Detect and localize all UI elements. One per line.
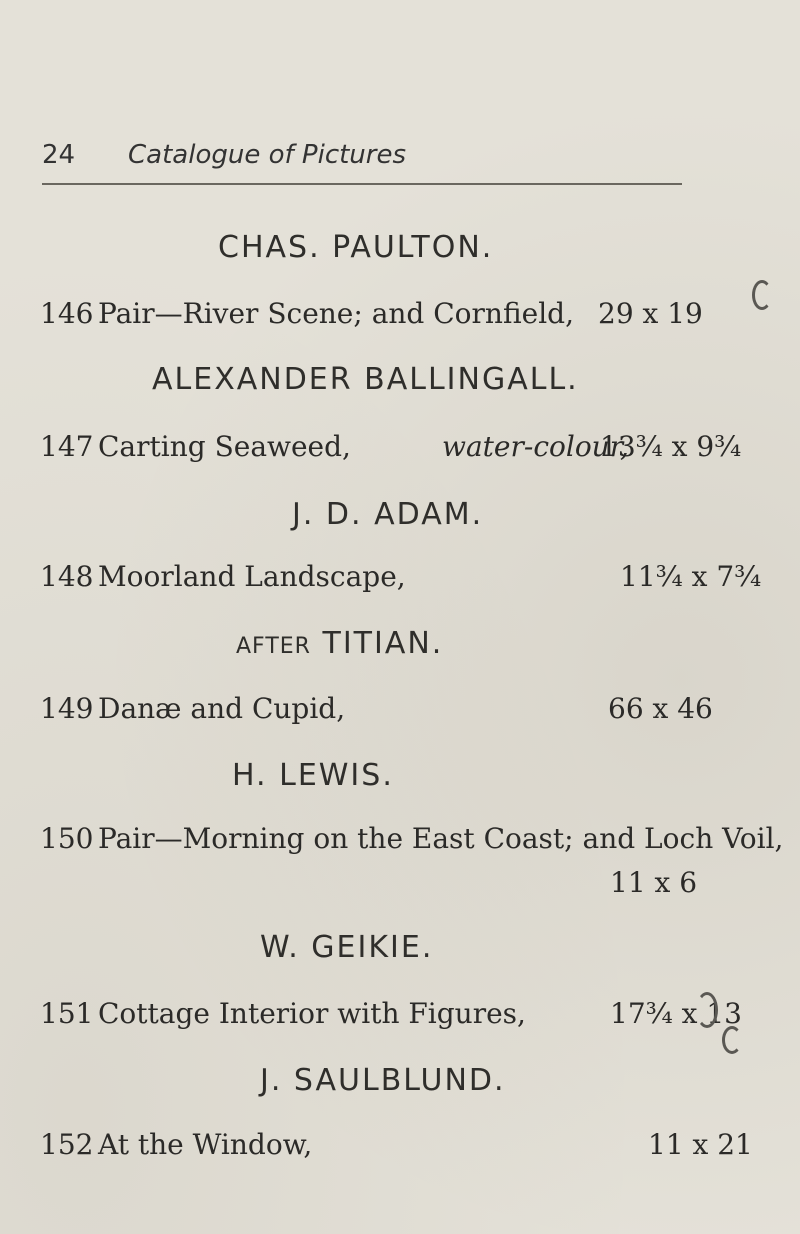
entry-title: Carting Seaweed, — [98, 430, 351, 463]
entry-size: 66 x 46 — [608, 692, 713, 725]
entry-size: 11¾ x 7¾ — [620, 560, 762, 593]
pencil-mark — [752, 280, 772, 310]
artist-heading: W. GEIKIE. — [260, 930, 434, 965]
entry-title: Moorland Landscape, — [98, 560, 406, 593]
artist-heading: H. LEWIS. — [232, 758, 394, 793]
running-title: Catalogue of Pictures — [128, 140, 407, 170]
entry-number: 146 — [40, 297, 94, 330]
artist-name: TITIAN. — [322, 626, 444, 661]
artist-heading: J. D. ADAM. — [292, 497, 484, 532]
pencil-mark — [722, 1026, 742, 1054]
entry-size: 13¾ x 9¾ — [600, 430, 742, 463]
artist-heading — [236, 626, 443, 661]
entry-number: 148 — [40, 560, 94, 593]
entry-number: 149 — [40, 692, 94, 725]
catalogue-entry — [40, 822, 784, 862]
catalogue-entry — [40, 297, 740, 337]
catalogue-entry — [40, 692, 740, 732]
entry-number: 147 — [40, 430, 94, 463]
entry-size: 11 x 21 — [648, 1128, 753, 1161]
page-number: 24 — [42, 140, 76, 170]
catalogue-entry — [40, 430, 740, 470]
entry-size: 29 x 19 — [598, 297, 703, 330]
entry-title: Danæ and Cupid, — [98, 692, 346, 725]
catalogue-entry — [40, 560, 762, 600]
entry-medium: water-colour, — [442, 430, 629, 463]
entry-size: 17¾ x 13 — [610, 997, 742, 1030]
entry-title: Cottage Interior with Figures, — [98, 997, 526, 1030]
artist-prefix: AFTER — [236, 634, 311, 659]
artist-heading: ALEXANDER BALLINGALL. — [152, 362, 579, 397]
running-head — [42, 140, 682, 180]
artist-heading: J. SAULBLUND. — [260, 1063, 506, 1098]
entry-title: At the Window, — [98, 1128, 313, 1161]
pencil-mark — [696, 992, 718, 1028]
catalogue-entry — [40, 1128, 753, 1168]
entry-number: 150 — [40, 822, 94, 855]
entry-size: 11 x 6 — [610, 866, 698, 899]
entry-number: 151 — [40, 997, 94, 1030]
artist-heading: CHAS. PAULTON. — [218, 230, 494, 265]
entry-number: 152 — [40, 1128, 94, 1161]
entry-title: Pair—Morning on the East Coast; and Loch Voil, — [98, 822, 784, 855]
header-rule — [42, 183, 682, 185]
catalogue-entry — [40, 997, 740, 1037]
entry-title: Pair—River Scene; and Cornfield, — [98, 297, 574, 330]
